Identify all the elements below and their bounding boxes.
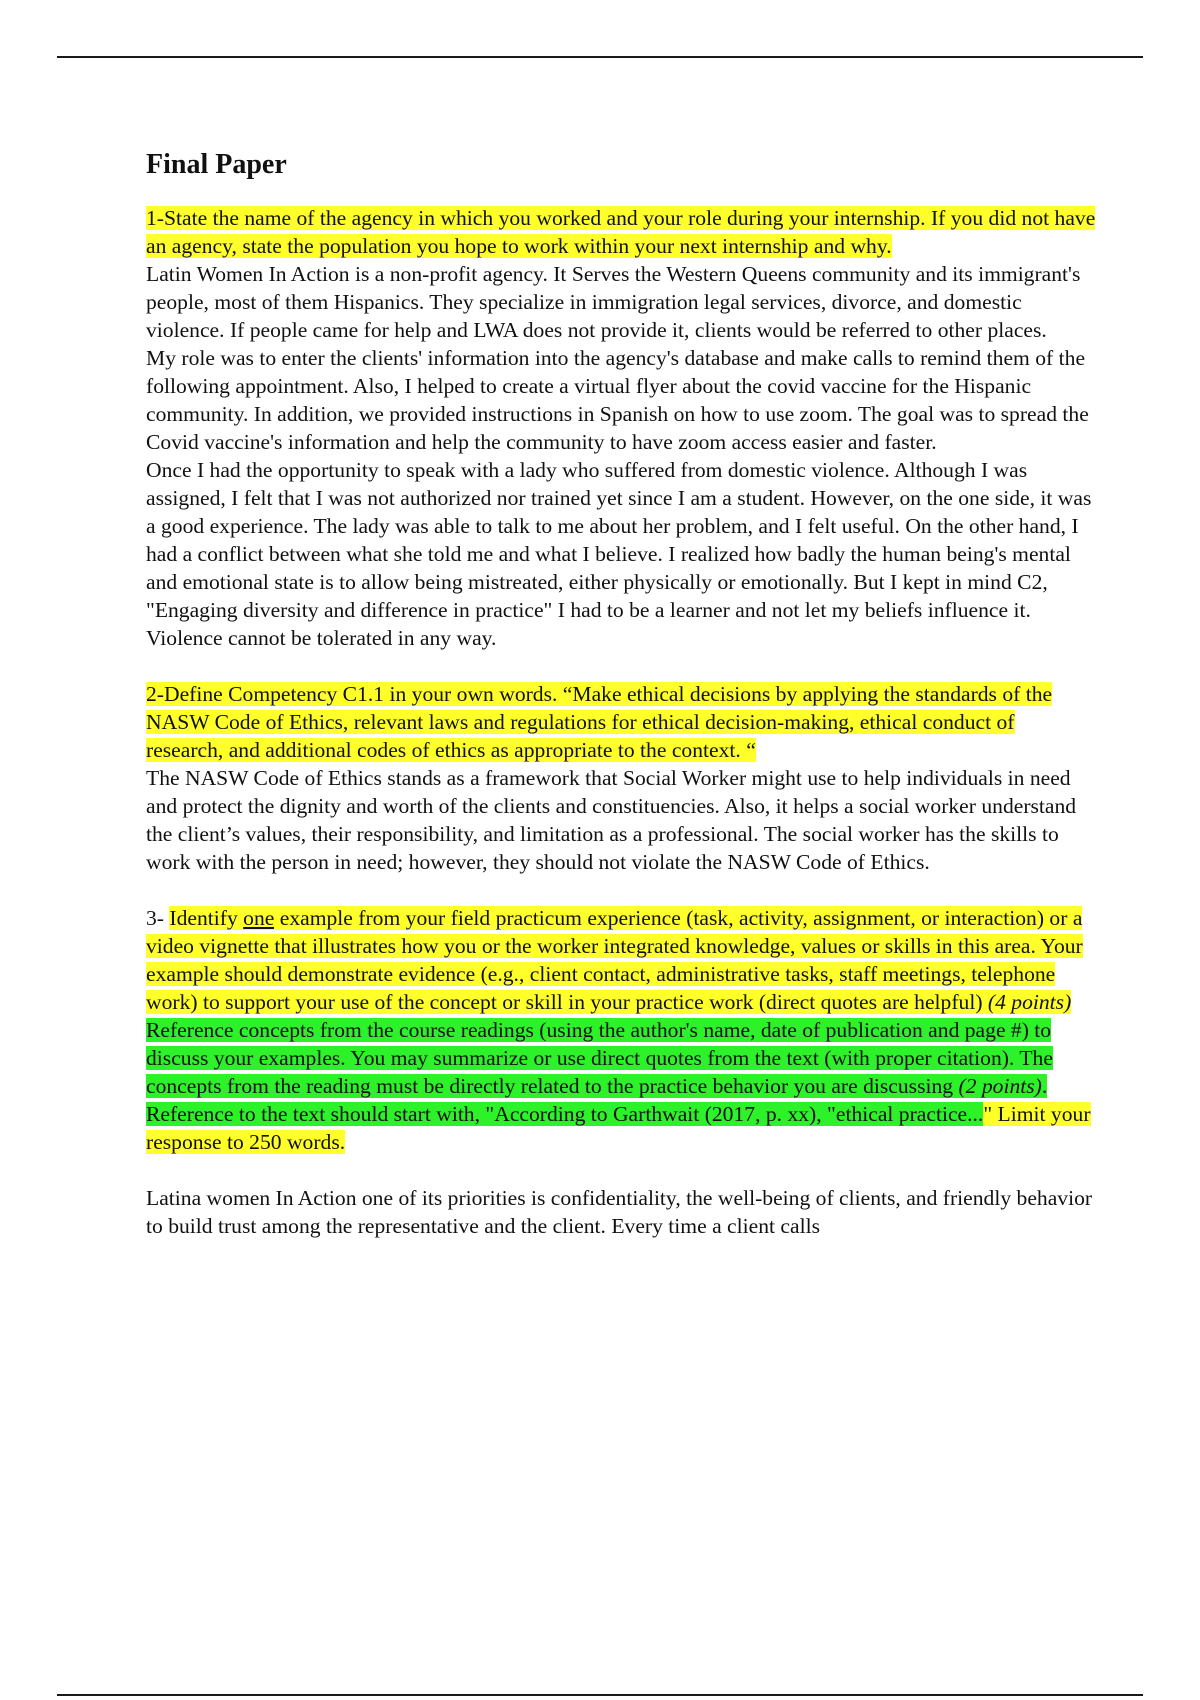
header-rule: [57, 56, 1143, 58]
document-body: [146, 148, 1096, 1240]
question-3-one: one: [243, 906, 275, 930]
spacer: [146, 652, 1096, 680]
question-2: [146, 680, 1096, 764]
question-3-number: 3-: [146, 906, 170, 930]
spacer: [146, 876, 1096, 904]
question-3-green-b: . Reference to the text should start with, "According to Garthwait (2017, p. xx), "ethical practice...: [146, 1074, 1048, 1126]
question-3-tail: " Limit your response to 250 words.: [146, 1102, 1091, 1154]
question-1: [146, 204, 1096, 260]
answer-1-paragraph-1: Latin Women In Action is a non-profit agency. It Serves the Western Queens community and its immigrant's people, most of them Hispanics. They specialize in immigration legal services, divorce, and domestic violence. If people came for help and LWA does not provide it, clients would be referred to other places.: [146, 262, 1081, 342]
question-3-points-2: (2 points): [958, 1074, 1042, 1098]
answer-1-paragraph-2: My role was to enter the clients' information into the agency's database and make calls to remind them of the following appointment. Also, I helped to create a virtual flyer about the covid vaccine for the Hispanic community. In addition, we provided instructions in Spanish on how to use zoom. The goal was to spread the Covid vaccine's information and help the community to have zoom access easier and faster.: [146, 346, 1089, 454]
question-2-prompt: 2-Define Competency C1.1 in your own words. “Make ethical decisions by applying the standards of the NASW Code of Ethics, relevant laws and regulations for ethical decision-making, ethical conduct of research, and additional codes of ethics as appropriate to the context. “: [146, 682, 1053, 762]
question-3-rest: example from your field practicum experience (task, activity, assignment, or interaction) or a video vignette that illustrates how you or the worker integrated knowledge, values or skills in this area. Your example should demonstrate evidence (e.g., client contact, administrative tasks, staff meetings, telephone work) to support your use of the concept or skill in your practice work (direct quotes are helpful): [146, 906, 1083, 1014]
spacer: [146, 1156, 1096, 1184]
question-3: [146, 904, 1096, 1156]
question-1-prompt: 1-State the name of the agency in which you worked and your role during your internship. If you did not have an agency, state the population you hope to work within your next internship and why.: [146, 206, 1096, 258]
answer-3-paragraph-1: Latina women In Action one of its priorities is confidentiality, the well-being of clients, and friendly behavior to build trust among the representative and the client. Every time a client calls: [146, 1186, 1093, 1238]
answer-1-paragraph-3: Once I had the opportunity to speak with a lady who suffered from domestic violence. Although I was assigned, I felt that I was not authorized nor trained yet since I am a student. However, on the one side, it was a good experience. The lady was able to talk to me about her problem, and I felt useful. On the other hand, I had a conflict between what she told me and what I believe. I realized how badly the human being's mental and emotional state is to allow being mistreated, either physically or emotionally. But I kept in mind C2, "Engaging diversity and difference in practice" I had to be a learner and not let my beliefs influence it. Violence cannot be tolerated in any way.: [146, 458, 1092, 650]
question-3-green-a: Reference concepts from the course readings (using the author's name, date of publication and page #) to discuss your examples. You may summarize or use direct quotes from the text (with proper citation). The concepts from the reading must be directly related to the practice behavior you are discussing: [146, 1018, 1053, 1098]
question-3-points-1: (4 points): [987, 990, 1072, 1014]
footer-rule: [57, 1694, 1143, 1696]
question-3-identify: Identify: [169, 906, 244, 930]
answer-2-paragraph-1: The NASW Code of Ethics stands as a framework that Social Worker might use to help individuals in need and protect the dignity and worth of the clients and constituencies. Also, it helps a social worker understand the client’s values, their responsibility, and limitation as a professional. The social worker has the skills to work with the person in need; however, they should not violate the NASW Code of Ethics.: [146, 766, 1077, 874]
document-title: Final Paper: [146, 149, 287, 180]
